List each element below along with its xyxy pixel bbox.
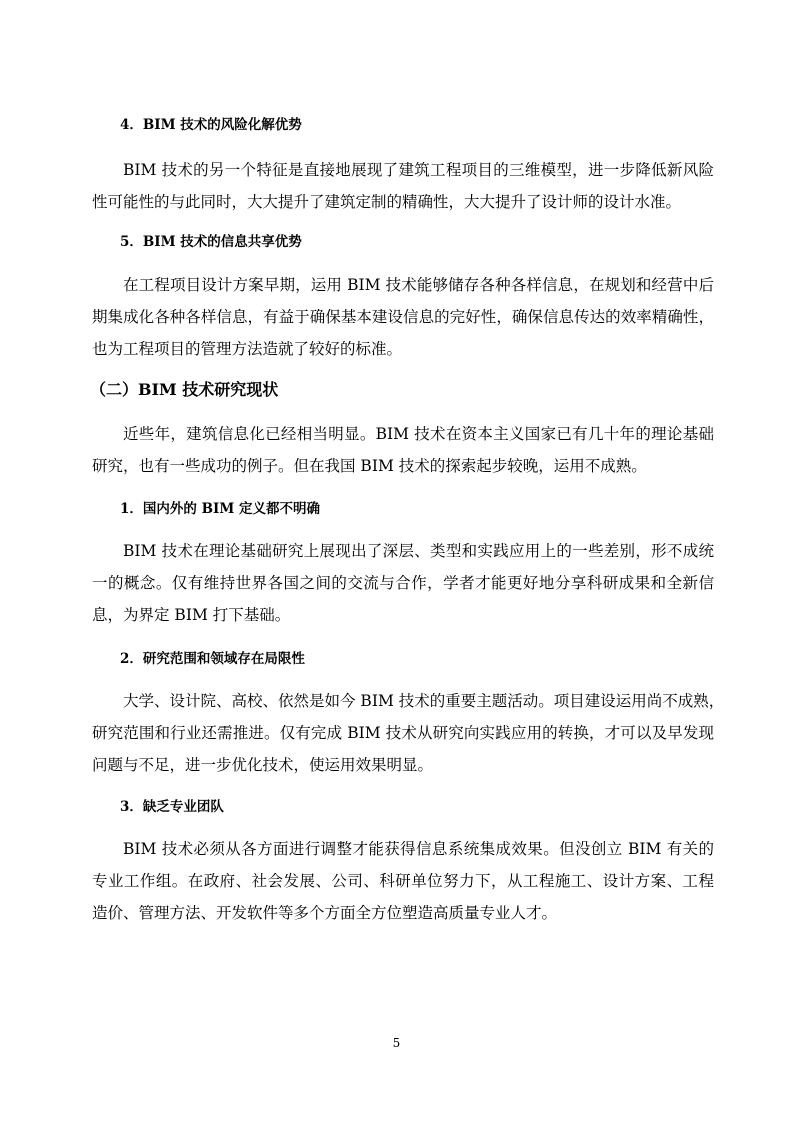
- page-number: 5: [392, 1036, 401, 1050]
- paragraph-line: 研究范围和行业还需推进。仅有完成 BIM 技术从研究向实践应用的转换，才可以及早发现: [92, 724, 714, 742]
- paragraph-research-scope: [92, 685, 725, 781]
- paragraph-line: 造价、管理方法、开发软件等多个方面全方位塑造高质量专业人才。: [92, 904, 558, 922]
- paragraph-line: 问题与不足，进一步优化技术，使运用效果明显。: [92, 756, 434, 774]
- paragraph-line: BIM 技术必须从各方面进行调整才能获得信息系统集成效果。但没创立 BIM 有关的: [123, 840, 714, 858]
- heading-bim-definition: 1．国内外的 BIM 定义都不明确: [120, 501, 320, 517]
- paragraph-line: 专业工作组。在政府、社会发展、公司、科研单位努力下，从工程施工、设计方案、工程: [92, 872, 714, 890]
- paragraph-line: 在工程项目设计方案早期，运用 BIM 技术能够储存各种各样信息，在规划和经营中后: [123, 276, 714, 294]
- heading-research-scope: 2．研究范围和领域存在局限性: [120, 651, 305, 667]
- paragraph-research-status-intro: [92, 418, 714, 482]
- heading-risk-advantage: 4．BIM 技术的风险化解优势: [120, 117, 302, 133]
- paragraph-line: BIM 技术的另一个特征是直接地展现了建筑工程项目的三维模型，进一步降低新风险: [123, 161, 714, 179]
- paragraph-info-sharing-advantage: [92, 269, 714, 365]
- paragraph-line: 也为工程项目的管理方法造就了较好的标准。: [92, 340, 403, 358]
- paragraph-professional-team: [92, 833, 714, 929]
- paragraph-line: BIM 技术在理论基础研究上展现出了深层、类型和实践应用上的一些差别，形不成统: [123, 542, 714, 560]
- paragraph-line: 一的概念。仅有维持世界各国之间的交流与合作，学者才能更好地分享科研成果和全新信: [92, 574, 714, 592]
- heading-research-status: （二）BIM 技术研究现状: [90, 380, 279, 399]
- paragraph-line: 研究，也有一些成功的例子。但在我国 BIM 技术的探索起步较晚，运用不成熟。: [92, 457, 647, 475]
- paragraph-line: 性可能性的与此同时，大大提升了建筑定制的精确性，大大提升了设计师的设计水准。: [92, 193, 682, 211]
- heading-info-sharing-advantage: 5．BIM 技术的信息共享优势: [120, 234, 302, 250]
- paragraph-risk-advantage: [92, 154, 714, 218]
- heading-professional-team: 3．缺乏专业团队: [120, 799, 224, 815]
- paragraph-bim-definition: [92, 535, 714, 631]
- paragraph-line: 大学、设计院、高校、依然是如今 BIM 技术的重要主题活动。项目建设运用尚不成熟，: [123, 692, 725, 710]
- paragraph-line: 息，为界定 BIM 打下基础。: [92, 606, 291, 624]
- paragraph-line: 近些年，建筑信息化已经相当明显。BIM 技术在资本主义国家已有几十年的理论基础: [123, 425, 714, 443]
- paragraph-line: 期集成化各种各样信息，有益于确保基本建设信息的完好性，确保信息传达的效率精确性，: [92, 308, 714, 326]
